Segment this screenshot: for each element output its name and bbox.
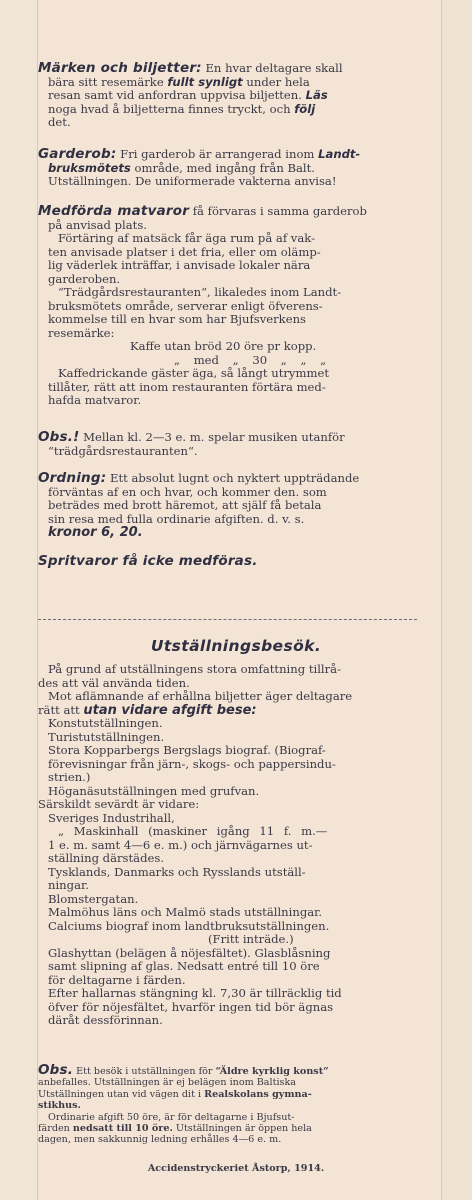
visit-title: Utställningsbesök. bbox=[150, 637, 322, 655]
visit-list-item: Glashyttan (belägen å nöjesfältet). Glasblåsning bbox=[48, 945, 331, 960]
marken-text-6: det. bbox=[48, 115, 71, 129]
ordning-price: kronor 6, 20. bbox=[48, 525, 143, 540]
visit-list-item: för deltagarne i färden. bbox=[48, 972, 186, 987]
visit-list-item: Sveriges Industrihall, bbox=[48, 810, 175, 825]
matvaror-line: hafda matvaror. bbox=[48, 393, 142, 407]
matvaror-line: ten anvisade platser i det fria, eller om olämp- bbox=[48, 244, 321, 259]
obs-konst-text: dagen, men sakkunnig ledning erhålles 4—6 e. m. bbox=[38, 1134, 282, 1146]
matvaror-line: kommelse till en hvar som har Bjufsverkens bbox=[48, 312, 306, 326]
garderob-emphasis-2: bruksmötets bbox=[48, 160, 131, 175]
matvaror-line: resemärke: bbox=[48, 325, 115, 340]
matvaror-line: Förtäring af matsäck får äga rum på af vak- bbox=[58, 231, 316, 245]
matvaror-line: tillåter, rätt att inom restauranten förtära med- bbox=[48, 379, 326, 394]
obs-konst-bold: nedsatt till 10 öre. bbox=[72, 1123, 173, 1135]
visit-list-item: (Fritt inträde.) bbox=[208, 932, 294, 946]
marken-emphasis-3: följ bbox=[294, 101, 316, 116]
rule-garderob bbox=[38, 148, 423, 189]
obs-konst-text: Ett besök i utställningen för bbox=[73, 1066, 216, 1077]
visit-list-item: ställning därstädes. bbox=[48, 851, 164, 865]
dashed-divider bbox=[38, 619, 417, 620]
matvaror-line: lig väderlek inträffar, i anvisade lokaler nära bbox=[48, 258, 311, 272]
visit-text: rätt att bbox=[38, 702, 84, 717]
obs-konst-text: Utställningen utan vid vägen dit i bbox=[38, 1088, 205, 1100]
visit-list-item: Turistutställningen. bbox=[48, 729, 165, 744]
visit-text: Särskildt sevärdt är vidare: bbox=[38, 797, 200, 811]
visit-list-item: Blomstergatan. bbox=[48, 891, 139, 906]
visit-list-item: Höganäsutställningen med grufvan. bbox=[48, 783, 260, 798]
marken-text-4: resan samt vid anfordran uppvisa biljetten. bbox=[48, 88, 306, 102]
obs-konst-heading: Obs. bbox=[38, 1062, 74, 1078]
garderob-emphasis-1: Landt- bbox=[318, 147, 361, 161]
page-edge-shadow bbox=[440, 0, 472, 1200]
visit-list-item: Calciums biograf inom landtbruksutställningen. bbox=[48, 918, 330, 933]
matvaror-heading: Medförda matvaror bbox=[38, 203, 190, 219]
obs-konst-note bbox=[38, 1062, 423, 1146]
ordning-line: förväntas af en och hvar, och kommer den. som bbox=[48, 484, 327, 499]
obs-konst-bold: stikhus. bbox=[38, 1100, 81, 1112]
printer-imprint: Accidenstryckeriet Åstorp, 1914. bbox=[147, 1163, 325, 1174]
visit-list-item: Konstutställningen. bbox=[48, 716, 163, 730]
sprit-notice: Spritvaror få icke medföras. bbox=[38, 553, 258, 569]
visit-text: des att väl använda tiden. bbox=[38, 675, 190, 690]
obs-konst-text: anbefalles. Utställningen är ej belägen inom Baltiska bbox=[38, 1077, 296, 1089]
visit-list-item: samt slipning af glas. Nedsatt entré till 10 öre bbox=[48, 959, 320, 973]
marken-text-5: noga hvad å biljetterna finnes tryckt, och bbox=[48, 101, 295, 116]
visit-text: Efter hallarnas stängning kl. 7,30 är tillräcklig tid bbox=[48, 986, 342, 1000]
visit-text: Mot aflämnande af erhållna biljetter äger deltagare bbox=[48, 689, 353, 703]
marken-text-3: under hela bbox=[242, 74, 310, 89]
visit-body bbox=[38, 663, 423, 1028]
ordning-line: beträdes med brott häremot, att själf få betala bbox=[48, 498, 322, 512]
obs-music-heading: Obs.! bbox=[38, 429, 80, 445]
rule-matvaror bbox=[38, 205, 423, 408]
obs-konst-text: färden bbox=[38, 1123, 73, 1135]
obs-music-text-1: Mellan kl. 2—3 e. m. spelar musiken utanför bbox=[79, 430, 345, 444]
matvaror-text-1: få förvaras i samma garderob bbox=[189, 204, 367, 218]
visit-emphasis: utan vidare afgift bese: bbox=[83, 702, 257, 718]
ordning-text-1: Ett absolut lugnt och nyktert uppträdande bbox=[106, 471, 360, 485]
matvaror-price-line: „ med „ 30 „ „ „ bbox=[174, 352, 327, 367]
rule-ordning bbox=[38, 472, 423, 540]
rule-marken bbox=[38, 62, 423, 130]
matvaror-line: “Trädgårdsrestauranten“, likaledes inom Landt- bbox=[58, 285, 342, 299]
marken-emphasis-1: fullt synligt bbox=[167, 74, 243, 89]
visit-list-item: „ Maskinhall (maskiner igång 11 f. m.— bbox=[58, 824, 328, 838]
visit-list-item: strien.) bbox=[48, 770, 91, 784]
visit-list-item: Tysklands, Danmarks och Rysslands utställ- bbox=[48, 864, 306, 879]
visit-list-item: Stora Kopparbergs Bergslags biograf. (Biograf- bbox=[48, 743, 326, 757]
ordning-line: sin resa med fulla ordinarie afgiften. d. v. s. bbox=[48, 511, 305, 526]
rule-sprit bbox=[38, 555, 423, 569]
obs-konst-bold: “Äldre kyrklig konst“ bbox=[215, 1066, 329, 1077]
visit-text: öfver för nöjesfältet, hvarför ingen tid bör ägnas bbox=[48, 999, 334, 1014]
marken-text-1: En hvar deltagare skall bbox=[201, 61, 343, 75]
visit-list-item: ningar. bbox=[48, 878, 89, 892]
matvaror-line: garderoben. bbox=[48, 271, 121, 286]
obs-konst-text: Ordinarie afgift 50 öre, är för deltagarne i Bjufsut- bbox=[48, 1111, 295, 1123]
ordning-heading: Ordning: bbox=[38, 470, 107, 486]
matvaror-price-line: Kaffe utan bröd 20 öre pr kopp. bbox=[130, 339, 317, 353]
garderob-text-2: område, med ingång från Balt. bbox=[130, 160, 315, 175]
rule-obs-music bbox=[38, 431, 423, 458]
matvaror-line: Kaffedrickande gäster äga, så långt utrymmet bbox=[58, 366, 329, 380]
visit-list-item: 1 e. m. samt 4—6 e. m.) och järnvägarnes ut- bbox=[48, 837, 313, 852]
matvaror-line: på anvisad plats. bbox=[48, 217, 147, 232]
marken-text-2: bära sitt resemärke bbox=[48, 74, 168, 89]
garderob-heading: Garderob: bbox=[38, 146, 117, 162]
marken-emphasis-2: Läs bbox=[305, 88, 328, 102]
obs-konst-bold: Realskolans gymna- bbox=[204, 1088, 312, 1100]
obs-konst-text: Utställningen är öppen hela bbox=[172, 1123, 312, 1135]
visit-list-item: Malmöhus läns och Malmö stads utställningar. bbox=[48, 905, 323, 919]
garderob-text-3: Utställningen. De uniformerade vakterna anvisa! bbox=[48, 174, 337, 188]
visit-text: På grund af utställningens stora omfattning tillrå- bbox=[48, 662, 341, 676]
obs-music-text-2: “trädgårdsrestauranten“. bbox=[48, 443, 198, 458]
visit-text: däråt dessförinnan. bbox=[48, 1013, 163, 1027]
matvaror-line: bruksmötets område, serverar enligt öfverens- bbox=[48, 298, 323, 313]
garderob-text-1: Fri garderob är arrangerad inom bbox=[116, 147, 319, 161]
visit-list-item: förevisningar från järn-, skogs- och pappersindu- bbox=[48, 756, 336, 771]
marken-heading: Märken och biljetter: bbox=[38, 60, 202, 76]
